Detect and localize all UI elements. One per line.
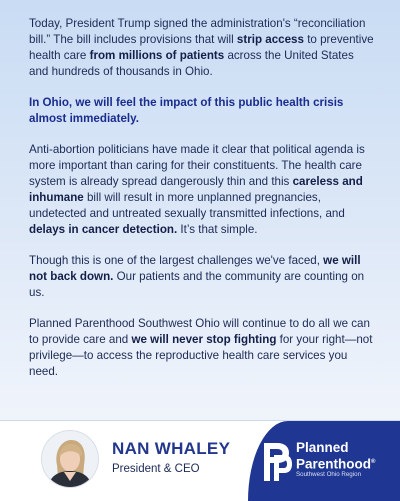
paragraph-text: Anti-abortion politicians have made it clear that political agenda is more important than caring for their constituents. The health care system is already spread dangerously thin and this bbox=[29, 143, 365, 188]
paragraph-text: bill will result in more unplanned pregnancies, undetected and untreated sexually transmitted infections, and bbox=[29, 191, 345, 220]
registered-mark: ® bbox=[371, 459, 376, 465]
paragraph-4 bbox=[29, 253, 375, 301]
logo-line-1: Planned bbox=[296, 440, 349, 455]
paragraph-1 bbox=[29, 16, 375, 80]
highlight-text: In Ohio, we will feel the impact of this public health crisis almost immediately. bbox=[29, 96, 344, 125]
paragraph-text: across the United States and hundreds of thousands in Ohio. bbox=[29, 49, 354, 78]
signatory-title: President & CEO bbox=[112, 463, 200, 475]
bold-text: careless and inhumane bbox=[29, 175, 363, 204]
bold-text: we will not back down. bbox=[29, 254, 361, 283]
paragraph-3 bbox=[29, 142, 375, 238]
bold-text: delays in cancer detection. bbox=[29, 223, 178, 236]
person-portrait-icon bbox=[42, 431, 98, 487]
paragraph-text: It’s that simple. bbox=[177, 223, 258, 236]
paragraph-text: Our patients and the community are counting on us. bbox=[29, 270, 365, 299]
pp-logo-mark-icon bbox=[264, 441, 292, 481]
avatar bbox=[42, 431, 98, 487]
signature-footer bbox=[0, 420, 400, 501]
paragraph-text: Planned Parenthood Southwest Ohio will continue to do all we can to provide care and bbox=[29, 317, 370, 346]
paragraph-text: to preventive health care bbox=[29, 33, 374, 62]
logo-line-2-text: Parenthood bbox=[296, 456, 372, 472]
paragraph-text: for your right—not privilege—to access the reproductive health care services you need. bbox=[29, 333, 373, 378]
bold-text: we will never stop fighting bbox=[131, 333, 277, 346]
statement-body bbox=[29, 16, 375, 395]
planned-parenthood-logo bbox=[248, 421, 400, 501]
paragraph-5 bbox=[29, 316, 375, 380]
signatory-name: NAN WHALEY bbox=[112, 439, 231, 458]
logo-region: Southwest Ohio Region bbox=[296, 471, 362, 478]
paragraph-text: Though this is one of the largest challenges we've faced, bbox=[29, 254, 324, 267]
paragraph-text: Today, President Trump signed the administration's “reconciliation bill.” The bill includes provisions that will bbox=[29, 17, 366, 46]
bold-text: strip access bbox=[236, 33, 304, 46]
paragraph-2 bbox=[29, 95, 375, 127]
bold-text: from millions of patients bbox=[89, 49, 225, 62]
logo-wordmark bbox=[296, 441, 375, 472]
logo-line-2 bbox=[296, 455, 375, 472]
